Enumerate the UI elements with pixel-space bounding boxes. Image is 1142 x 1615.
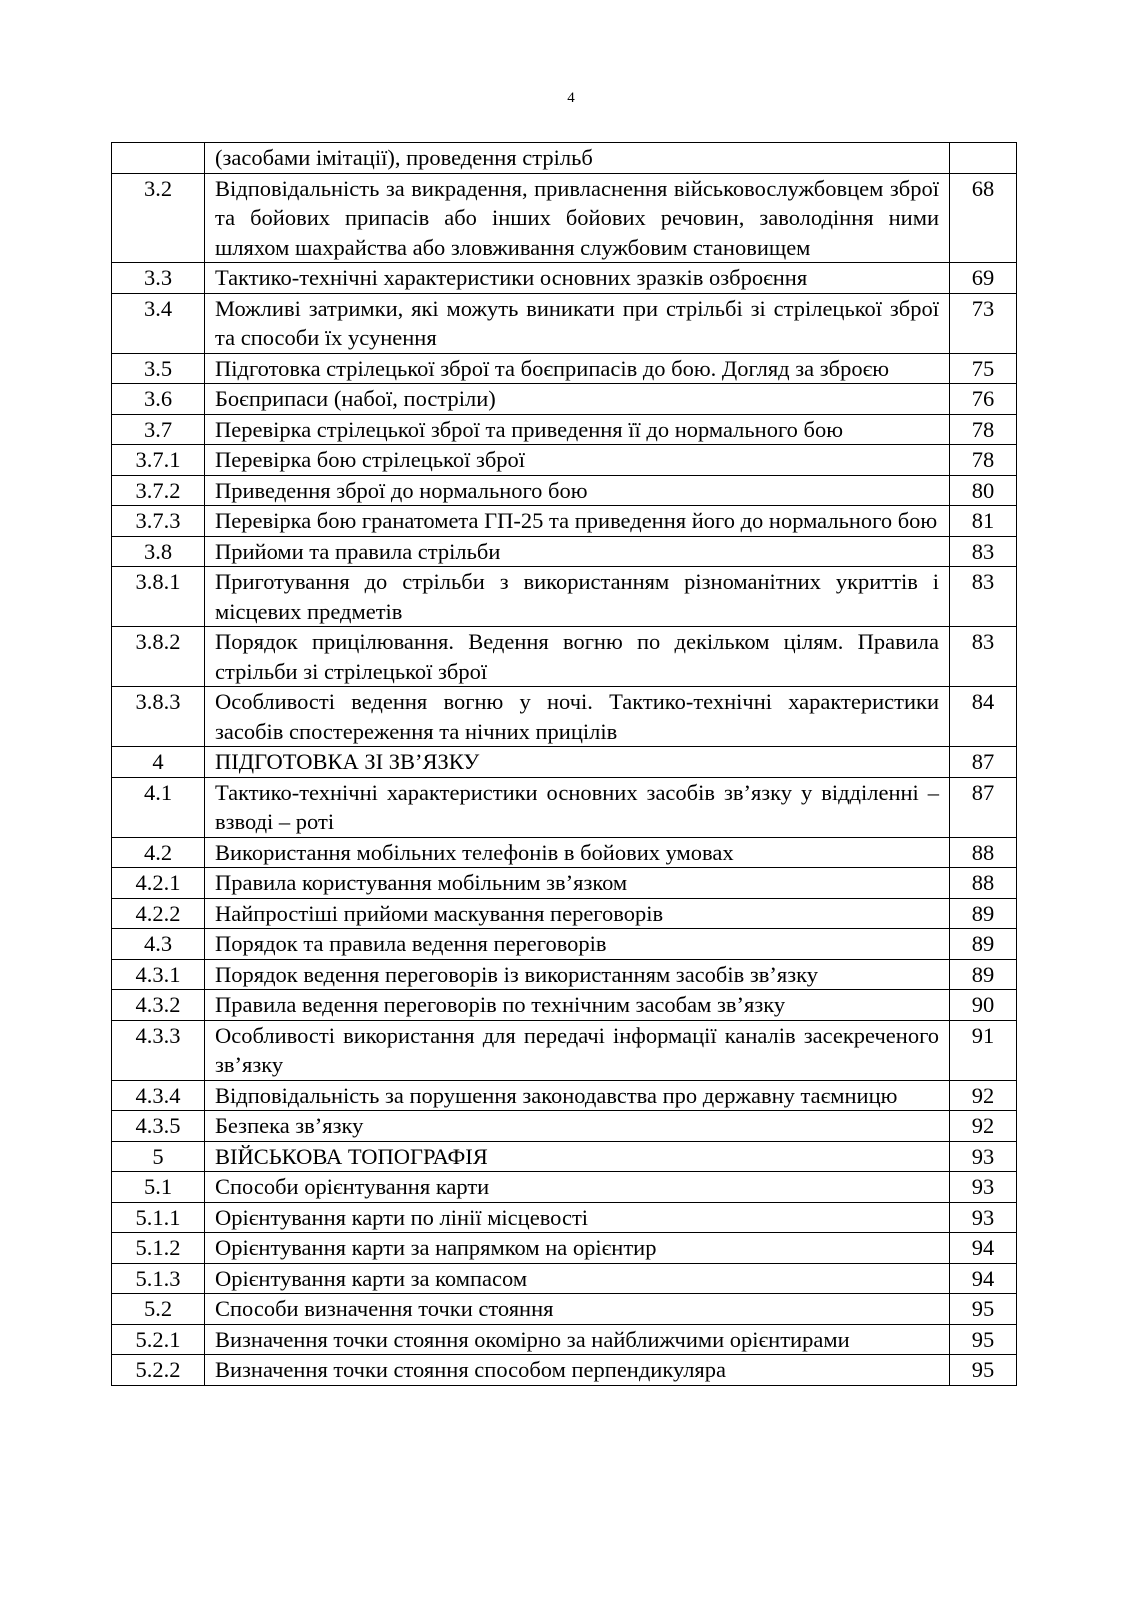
- toc-section-number: 3.8.2: [112, 627, 205, 687]
- toc-row: [112, 747, 1017, 778]
- toc-section-title: Визначення точки стояння окомірно за найближчими орієнтирами: [205, 1324, 950, 1355]
- toc-row: [112, 1263, 1017, 1294]
- toc-section-title: Перевірка бою стрілецької зброї: [205, 445, 950, 476]
- toc-section-number: 3.3: [112, 263, 205, 294]
- toc-section-number: 4.2.1: [112, 868, 205, 899]
- toc-body: [112, 143, 1017, 1386]
- toc-section-number: 5.2.1: [112, 1324, 205, 1355]
- toc-section-number: 4.2.2: [112, 898, 205, 929]
- toc-section-number: 3.5: [112, 353, 205, 384]
- toc-row: [112, 1324, 1017, 1355]
- toc-row: [112, 1141, 1017, 1172]
- toc-row: [112, 567, 1017, 627]
- toc-row: [112, 445, 1017, 476]
- toc-row: [112, 384, 1017, 415]
- toc-row: [112, 687, 1017, 747]
- toc-row: [112, 353, 1017, 384]
- toc-section-title: Орієнтування карти по лінії місцевості: [205, 1202, 950, 1233]
- toc-section-number: 4.3.1: [112, 959, 205, 990]
- toc-section-title: Найпростіші прийоми маскування переговорів: [205, 898, 950, 929]
- toc-section-number: 4.3.3: [112, 1020, 205, 1080]
- toc-section-title: Способи визначення точки стояння: [205, 1294, 950, 1325]
- toc-page-number: 92: [950, 1111, 1017, 1142]
- toc-section-title: Приготування до стрільби з використанням різноманітних укриттів і місцевих предметів: [205, 567, 950, 627]
- toc-page-number: 95: [950, 1355, 1017, 1386]
- toc-row: [112, 1202, 1017, 1233]
- toc-section-title: Прийоми та правила стрільби: [205, 536, 950, 567]
- toc-page-number: 88: [950, 837, 1017, 868]
- toc-section-title: Боєприпаси (набої, постріли): [205, 384, 950, 415]
- toc-section-title: Порядок прицілювання. Ведення вогню по декільком цілям. Правила стрільби зі стрілецької зброї: [205, 627, 950, 687]
- toc-page-number: 83: [950, 536, 1017, 567]
- toc-section-title: Орієнтування карти за напрямком на орієнтир: [205, 1233, 950, 1264]
- toc-page-number: 83: [950, 627, 1017, 687]
- toc-row: [112, 173, 1017, 263]
- toc-section-title: (засобами імітації), проведення стрільб: [205, 143, 950, 174]
- toc-section-number: 3.7: [112, 414, 205, 445]
- toc-page-number: 80: [950, 475, 1017, 506]
- toc-page-number: 78: [950, 414, 1017, 445]
- toc-section-number: 4.3.4: [112, 1080, 205, 1111]
- toc-page-number: 87: [950, 777, 1017, 837]
- toc-page-number: 89: [950, 959, 1017, 990]
- toc-row: [112, 777, 1017, 837]
- toc-row: [112, 837, 1017, 868]
- toc-section-number: 3.8: [112, 536, 205, 567]
- toc-page-number: 89: [950, 898, 1017, 929]
- toc-page-number: 75: [950, 353, 1017, 384]
- toc-row: [112, 143, 1017, 174]
- toc-section-title: Безпека зв’язку: [205, 1111, 950, 1142]
- toc-page-number: 93: [950, 1172, 1017, 1203]
- toc-row: [112, 1020, 1017, 1080]
- toc-section-title: Правила користування мобільним зв’язком: [205, 868, 950, 899]
- toc-page-number: 91: [950, 1020, 1017, 1080]
- toc-section-title: Відповідальність за порушення законодавства про державну таємницю: [205, 1080, 950, 1111]
- toc-row: [112, 990, 1017, 1021]
- toc-row: [112, 1355, 1017, 1386]
- toc-section-number: 3.7.1: [112, 445, 205, 476]
- toc-section-title: Визначення точки стояння способом перпендикуляра: [205, 1355, 950, 1386]
- toc-page-number: 89: [950, 929, 1017, 960]
- toc-row: [112, 293, 1017, 353]
- toc-page-number: 76: [950, 384, 1017, 415]
- toc-section-number: 5.1.3: [112, 1263, 205, 1294]
- toc-row: [112, 536, 1017, 567]
- toc-row: [112, 506, 1017, 537]
- toc-row: [112, 627, 1017, 687]
- toc-page-number: 78: [950, 445, 1017, 476]
- toc-section-title: ВІЙСЬКОВА ТОПОГРАФІЯ: [205, 1141, 950, 1172]
- toc-section-title: Можливі затримки, які можуть виникати при стрільбі зі стрілецької зброї та способи їх усунення: [205, 293, 950, 353]
- toc-row: [112, 1111, 1017, 1142]
- toc-page-number: 68: [950, 173, 1017, 263]
- toc-section-number: 3.7.3: [112, 506, 205, 537]
- toc-section-number: 5.1.1: [112, 1202, 205, 1233]
- toc-section-number: 4.3.2: [112, 990, 205, 1021]
- toc-section-number: 3.8.3: [112, 687, 205, 747]
- toc-page-number: 73: [950, 293, 1017, 353]
- toc-section-title: Особливості ведення вогню у ночі. Тактико-технічні характеристики засобів спостереження та нічних прицілів: [205, 687, 950, 747]
- toc-row: [112, 263, 1017, 294]
- toc-section-title: Правила ведення переговорів по технічним засобам зв’язку: [205, 990, 950, 1021]
- toc-section-title: Особливості використання для передачі інформації каналів засекреченого зв’язку: [205, 1020, 950, 1080]
- toc-page-number: 95: [950, 1324, 1017, 1355]
- toc-section-number: 3.6: [112, 384, 205, 415]
- toc-section-title: Перевірка бою гранатомета ГП-25 та приведення його до нормального бою: [205, 506, 950, 537]
- toc-section-number: 4: [112, 747, 205, 778]
- toc-page-number: 81: [950, 506, 1017, 537]
- toc-page-number: 69: [950, 263, 1017, 294]
- toc-section-number: 3.4: [112, 293, 205, 353]
- toc-section-number: 4.2: [112, 837, 205, 868]
- toc-row: [112, 868, 1017, 899]
- toc-page-number: 88: [950, 868, 1017, 899]
- toc-section-title: Відповідальність за викрадення, привласнення військовослужбовцем зброї та бойових припасів або інших бойових речовин, заволодіння ними шляхом шахрайства або зловживання службовим становищем: [205, 173, 950, 263]
- toc-row: [112, 1080, 1017, 1111]
- toc-section-number: 5.2.2: [112, 1355, 205, 1386]
- toc-row: [112, 475, 1017, 506]
- table-of-contents: [111, 142, 1017, 1386]
- toc-row: [112, 959, 1017, 990]
- toc-page-number: 92: [950, 1080, 1017, 1111]
- toc-section-number: 5.1: [112, 1172, 205, 1203]
- toc-section-title: Перевірка стрілецької зброї та приведення її до нормального бою: [205, 414, 950, 445]
- toc-section-title: Тактико-технічні характеристики основних засобів зв’язку у відділенні – взводі – роті: [205, 777, 950, 837]
- page-number: 4: [567, 90, 575, 106]
- toc-section-title: Приведення зброї до нормального бою: [205, 475, 950, 506]
- toc-page-number: 90: [950, 990, 1017, 1021]
- toc-section-number: 5.1.2: [112, 1233, 205, 1264]
- toc-page-number: 87: [950, 747, 1017, 778]
- toc-page-number: 84: [950, 687, 1017, 747]
- toc-row: [112, 414, 1017, 445]
- toc-section-number: 5.2: [112, 1294, 205, 1325]
- toc-page-number: 93: [950, 1141, 1017, 1172]
- toc-page-number: 83: [950, 567, 1017, 627]
- toc-section-title: Способи орієнтування карти: [205, 1172, 950, 1203]
- toc-row: [112, 898, 1017, 929]
- toc-page-number: 93: [950, 1202, 1017, 1233]
- toc-section-title: Порядок та правила ведення переговорів: [205, 929, 950, 960]
- toc-section-number: 4.3.5: [112, 1111, 205, 1142]
- toc-section-number: 3.8.1: [112, 567, 205, 627]
- toc-section-title: ПІДГОТОВКА ЗІ ЗВ’ЯЗКУ: [205, 747, 950, 778]
- toc-row: [112, 1233, 1017, 1264]
- toc-row: [112, 929, 1017, 960]
- toc-section-number: 4.1: [112, 777, 205, 837]
- toc-page-number: 94: [950, 1263, 1017, 1294]
- toc-row: [112, 1172, 1017, 1203]
- toc-section-title: Тактико-технічні характеристики основних зразків озброєння: [205, 263, 950, 294]
- toc-section-title: Використання мобільних телефонів в бойових умовах: [205, 837, 950, 868]
- toc-section-number: [112, 143, 205, 174]
- toc-section-title: Орієнтування карти за компасом: [205, 1263, 950, 1294]
- toc-section-title: Підготовка стрілецької зброї та боєприпасів до бою. Догляд за зброєю: [205, 353, 950, 384]
- toc-section-number: 3.2: [112, 173, 205, 263]
- toc-page-number: 95: [950, 1294, 1017, 1325]
- toc-row: [112, 1294, 1017, 1325]
- toc-section-title: Порядок ведення переговорів із використанням засобів зв’язку: [205, 959, 950, 990]
- toc-page-number: [950, 143, 1017, 174]
- toc-section-number: 5: [112, 1141, 205, 1172]
- toc-section-number: 4.3: [112, 929, 205, 960]
- toc-page-number: 94: [950, 1233, 1017, 1264]
- toc-section-number: 3.7.2: [112, 475, 205, 506]
